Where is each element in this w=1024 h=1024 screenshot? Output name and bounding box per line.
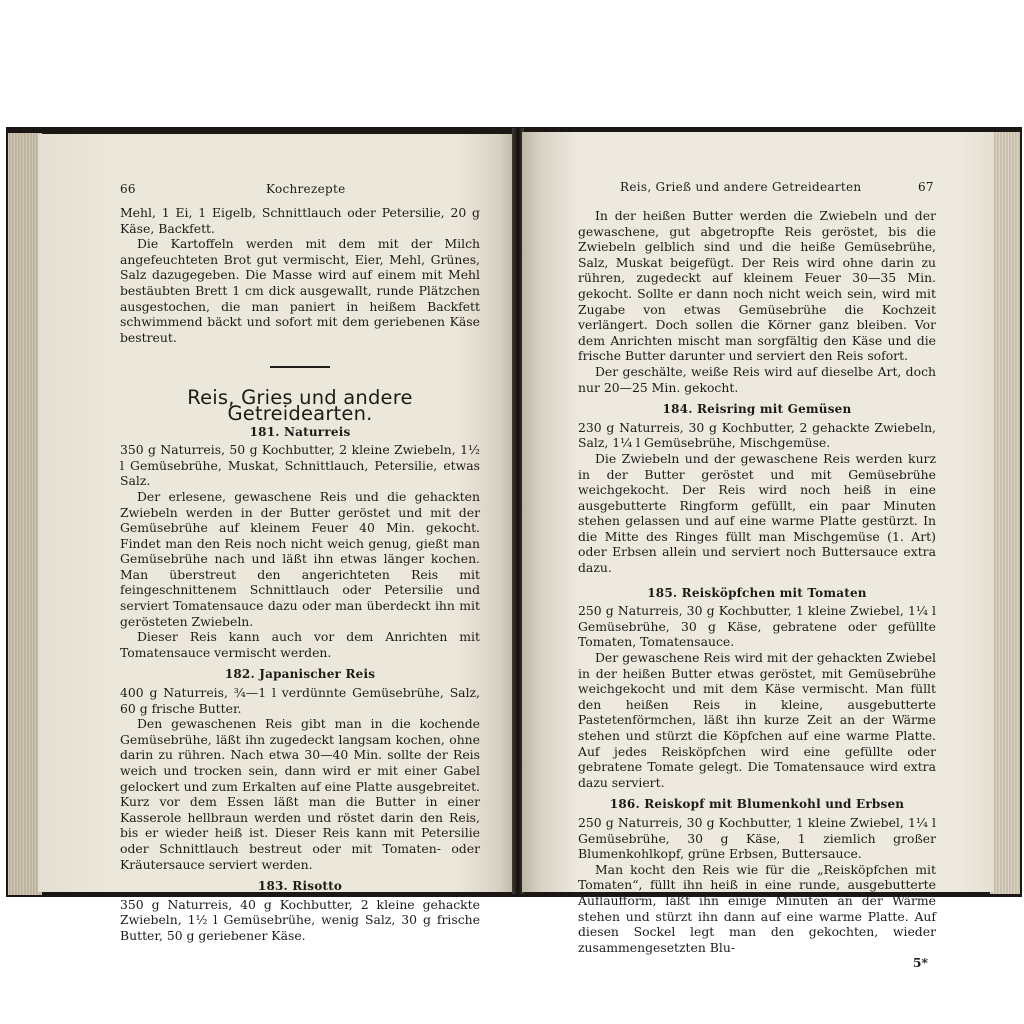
- right-page-number: 67: [918, 180, 934, 194]
- recipe-step: Dieser Reis kann auch vor dem Anrichten mit Tomatensauce vermischt werden.: [120, 629, 480, 660]
- recipe-ingredients: 250 g Naturreis, 30 g Kochbutter, 1 kleine Zwiebel, 1¼ l Gemüsebrühe, 30 g Käse, 1 ziemlich großer Blumenkohlkopf, grüne Erbsen, Buttersauce.: [578, 814, 936, 862]
- right-page-body: [578, 208, 936, 971]
- recipe-ingredients: 350 g Naturreis, 50 g Kochbutter, 2 kleine Zwiebeln, 1½ l Gemüsebrühe, Muskat, Schnittlauch, Petersilie, etwas Salz.: [120, 442, 480, 489]
- recipe-step: Man kocht den Reis wie für die „Reisköpfchen mit Tomaten“, füllt ihn heiß in eine runde, ausgebutterte Auflaufform, läßt ihn einige Minuten an der Wärme stehen und stürzt ihn dann auf eine warme Platte. Auf diesen Sockel legt man den gekochten, wieder zusammengesetzten Blu-: [578, 861, 936, 955]
- recipe-step: Der erlesene, gewaschene Reis und die gehackten Zwiebeln werden in der Butter geröstet und mit der Gemüsebrühe auf kleinem Feuer 40 Min. gekocht. Findet man den Reis noch nicht weich genug, gießt man Gemüsebrühe nach und läßt ihn etwas länger kochen. Man überstreut den angerichteten Reis mit feingeschnittenem Schnittlauch oder Petersilie und serviert Tomatensauce dazu oder man überdeckt ihn mit gerösteten Zwiebeln.: [120, 488, 480, 629]
- chapter-title: Reis, Gries und andere Getreidearten.: [187, 386, 413, 425]
- recipe-ingredients: 230 g Naturreis, 30 g Kochbutter, 2 gehackte Zwiebeln, Salz, 1¼ l Gemüsebrühe, Mischgemüse.: [578, 419, 936, 451]
- left-page-body: [120, 205, 480, 944]
- signature-mark: 5*: [912, 955, 928, 971]
- left-page-number: 66: [120, 182, 136, 196]
- left-page-edges: [8, 133, 42, 895]
- recipe-step: Die Zwiebeln und der gewaschene Reis werden kurz in der Butter geröstet und mit Gemüsebrühe weichgekocht. Der Reis wird noch heiß in eine ausgebutterte Ringform gefüllt, ein paar Minuten stehen gelassen und auf eine warme Platte gestürzt. In die Mitte des Ringes füllt man Mischgemüse (1. Art) oder Erbsen allein und serviert noch Buttersauce extra dazu.: [578, 450, 936, 576]
- right-page-edges: [990, 132, 1020, 894]
- paragraph: Die Kartoffeln werden mit dem mit der Milch angefeuchteten Brot gut vermischt, Eier, Mehl, Grünes, Salz dazugegeben. Die Masse wird auf einem mit Mehl bestäubten Brett 1 cm dick ausgewallt, runde Plätzchen ausgestochen, die man paniert in heißem Backfett schwimmend bäckt und sofort mit dem geriebenen Käse bestreut.: [120, 236, 480, 345]
- recipe-step: Der gewaschene Reis wird mit der gehackten Zwiebel in der heißen Butter etwas geröstet, mit Gemüsebrühe weichgekocht und mit dem Käse vermischt. Man füllt den heißen Reis in kleine, ausgebutterte Pastetenförmchen, läßt ihn kurze Zeit an der Wärme stehen und stürzt die Köpfchen auf eine warme Platte. Auf jedes Reisköpfchen wird eine gefüllte oder gebratene Tomate gelegt. Die Tomatensauce wird extra dazu serviert.: [578, 650, 936, 790]
- section-divider: [270, 366, 330, 368]
- recipe-step: Den gewaschenen Reis gibt man in die kochende Gemüsebrühe, läßt ihn zugedeckt langsam kochen, ohne darin zu rühren. Nach etwa 30—40 Min. sollte der Reis weich und trocken sein, dann wird er mit einer Gabel gelockert und zum Erkalten auf eine Platte ausgebreitet. Kurz vor dem Essen läßt man die Butter in einer Kasserole hellbraun werden und röstet darin den Reis, bis er wieder heiß ist. Dieser Reis kann mit Petersilie oder Schnittlauch bestreut oder mit Tomaten- oder Kräutersauce serviert werden.: [120, 716, 480, 872]
- recipe-ingredients: 350 g Naturreis, 40 g Kochbutter, 2 kleine gehackte Zwiebeln, 1½ l Gemüsebrühe, wenig Salz, 30 g frische Butter, 50 g geriebener Käse.: [120, 896, 480, 943]
- recipe-title: 186. Reiskopf mit Blumenkohl und Erbsen: [609, 797, 905, 812]
- recipe-title: 183. Risotto: [257, 879, 343, 894]
- paragraph: Der geschälte, weiße Reis wird auf dieselbe Art, doch nur 20—25 Min. gekocht.: [578, 363, 936, 395]
- left-running-head: Kochrezepte: [266, 182, 346, 196]
- recipe-title: 185. Reisköpfchen mit Tomaten: [647, 585, 867, 600]
- recipe-title: 182. Japanischer Reis: [224, 667, 376, 682]
- right-running-head: Reis, Grieß und andere Getreidearten: [620, 180, 862, 194]
- paragraph: In der heißen Butter werden die Zwiebeln und der gewaschene, gut abgetropfte Reis geröstet, bis die Zwiebeln gelblich sind und die heiße Gemüsebrühe, Salz, Muskat beigefügt. Der Reis wird ohne darin zu rühren, zugedeckt auf kleinem Feuer 30—35 Min. gekocht. Sollte er dann noch nicht weich sein, wird mit Zugabe von etwas Gemüsebrühe die Kochzeit verlängert. Doch sollen die Körner ganz bleiben. Vor dem Anrichten mischt man sorgfältig den Käse und die frische Butter darunter und serviert den Reis sofort.: [578, 208, 936, 364]
- right-page: [522, 132, 994, 971]
- left-page: [38, 134, 514, 943]
- recipe-ingredients: 250 g Naturreis, 30 g Kochbutter, 1 kleine Zwiebel, 1¼ l Gemüsebrühe, 30 g Käse, gebratene oder gefüllte Tomaten, Tomatensauce.: [578, 603, 936, 650]
- recipe-ingredients: 400 g Naturreis, ¾—1 l verdünnte Gemüsebrühe, Salz, 60 g frische Butter.: [120, 685, 480, 716]
- recipe-title: 181. Naturreis: [249, 424, 351, 439]
- paragraph: Mehl, 1 Ei, 1 Eigelb, Schnittlauch oder Petersilie, 20 g Käse, Backfett.: [120, 205, 480, 236]
- recipe-title: 184. Reisring mit Gemüsen: [662, 402, 852, 417]
